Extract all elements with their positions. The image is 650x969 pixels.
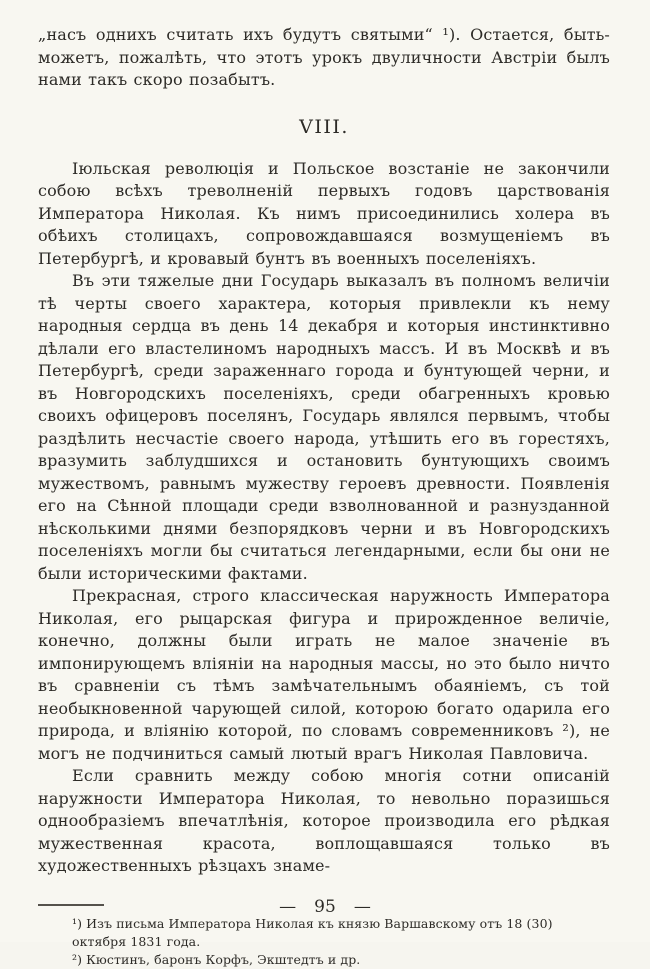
- body-paragraph-1: Іюльская революція и Польское возстаніе не закончили собою всѣхъ треволненій первыхъ годовъ царствованія Императора Николая. Къ нимъ присоединились холера въ обѣихъ столицахъ, сопровождавшаяся возмущеніемъ въ Петербургѣ, и кровавый бунтъ въ военныхъ поселеніяхъ.: [38, 158, 610, 268]
- page-number-value: 95: [314, 897, 336, 917]
- intro-paragraph: „насъ однихъ считать ихъ будутъ святыми“ ¹). Остается, быть-можетъ, пожалѣть, что этотъ урокъ двуличности Австріи былъ нами такъ скоро позабытъ.: [38, 25, 610, 89]
- body-paragraph-3: Прекрасная, строго классическая наружность Императора Николая, его рыцарская фигура и прирожденное величіе, конечно, должны были играть не малое значеніе въ импонирующемъ вліяніи на народныя массы, но это было ничто въ сравненіи съ тѣмъ замѣчательнымъ обаяніемъ, съ той необыкновенной чарующей силой, которою богато одарила его природа, и вліянію которой, по словамъ современниковъ ²), не могъ не подчиниться самый лютый врагъ Николая Павловича.: [38, 586, 610, 763]
- body-paragraph-2: Въ эти тяжелые дни Государь выказалъ въ полномъ величіи тѣ черты своего характера, которыя привлекли къ нему народныя сердца въ день 14 декабря и которыя инстинктивно дѣлали его властелиномъ народныхъ массъ. И въ Москвѣ и въ Петербургѣ, среди зараженнаго города и бунтующей черни, и въ Новгородскихъ поселеніяхъ, среди обагренныхъ кровью своихъ офицеровъ поселянъ, Государь являлся первымъ, чтобы раздѣлить несчастіе своего народа, утѣшить его въ горестяхъ, вразумить заблудшихся и остановить бунтующихъ своимъ мужествомъ, равнымъ мужеству героевъ древности. Появленія его на Сѣнной площади среди взволнованной и разнузданной нѣсколькими днями безпорядковъ черни и въ Новгородскихъ поселеніяхъ могли бы считаться легендарными, если бы они не были историческими фактами.: [38, 271, 610, 583]
- footnote-1: ¹) Изъ письма Императора Николая къ князю Варшавскому отъ 18 (30) октября 1831 года.: [72, 915, 553, 949]
- footer-dash-right: —: [353, 897, 371, 917]
- section-heading: VIII.: [299, 115, 349, 138]
- body-paragraph-4: Если сравнить между собою многія сотни описаній наружности Императора Николая, то невольно поразишься однообразіемъ впечатлѣнія, которое производила его рѣдкая мужественная красота, воплощавшаяся только въ художественныхъ рѣзцахъ знаме-: [38, 766, 610, 875]
- footer-dash-left: —: [279, 897, 297, 917]
- page-footer: [0, 897, 650, 917]
- footnote-2: ²) Кюстинъ, баронъ Корфъ, Экштедтъ и др.: [72, 951, 361, 967]
